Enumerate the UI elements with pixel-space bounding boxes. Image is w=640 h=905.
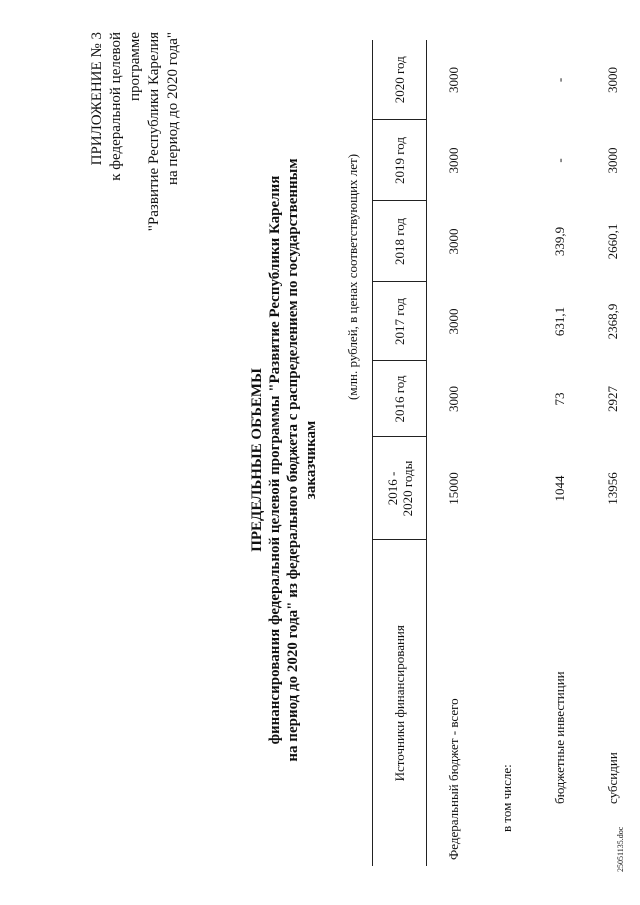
cell-value: - bbox=[551, 77, 567, 83]
cell-value: 2660,1 bbox=[604, 223, 620, 260]
cell-value: 13956 bbox=[604, 472, 620, 505]
header-total: 2016 - 2020 годы bbox=[373, 437, 427, 540]
cell-value bbox=[480, 201, 533, 282]
cell-value bbox=[480, 361, 533, 437]
table-row bbox=[533, 40, 586, 866]
cell-value: 1044 bbox=[551, 475, 567, 502]
footer-filename bbox=[616, 802, 625, 872]
document-subtitle-line-2: на период до 2020 года" из федерального бюджета с распределением по государственным заказчикам bbox=[285, 158, 319, 762]
cell-value: 2368,9 bbox=[604, 303, 620, 340]
cell-value: - bbox=[551, 158, 567, 163]
appendix-block bbox=[88, 32, 183, 232]
funding-grid bbox=[372, 40, 639, 866]
header-2018: 2018 год bbox=[373, 201, 427, 282]
cell-value: 3000 bbox=[445, 386, 461, 412]
cell-value: 2927 bbox=[604, 386, 620, 412]
appendix-line-2: "Развитие Республики Карелия bbox=[146, 32, 162, 232]
table-row bbox=[480, 40, 533, 866]
document-subtitle-line-1: финансирования федеральной целевой программы "Развитие Республики Карелия bbox=[267, 175, 283, 745]
header-2020: 2020 год bbox=[373, 40, 427, 120]
units-text: (млн. рублей, в ценах соответствующих лет) bbox=[345, 153, 360, 400]
cell-value: 631,1 bbox=[551, 306, 567, 337]
cell-value bbox=[480, 120, 533, 201]
cell-value: 3000 bbox=[445, 67, 461, 93]
cell-value: 3000 bbox=[445, 308, 461, 335]
cell-value: 3000 bbox=[604, 147, 620, 174]
header-sources: Источники финансирования bbox=[373, 540, 427, 866]
cell-value: 3000 bbox=[445, 228, 461, 255]
cell-value: 15000 bbox=[445, 472, 461, 505]
appendix-line-3: на период до 2020 года" bbox=[165, 32, 181, 185]
cell-value: 3000 bbox=[445, 147, 461, 174]
header-2017: 2017 год bbox=[373, 282, 427, 361]
table-row bbox=[427, 40, 481, 866]
units-note bbox=[345, 40, 361, 400]
footer-text: 25051135.doc bbox=[616, 826, 625, 872]
appendix-line-1: к федеральной целевой программе bbox=[108, 32, 143, 181]
header-2016: 2016 год bbox=[373, 361, 427, 437]
cell-value: 73 bbox=[551, 392, 567, 406]
cell-value: 339,9 bbox=[551, 226, 567, 257]
row-label: Федеральный бюджет - всего bbox=[445, 698, 461, 860]
table-row bbox=[586, 40, 639, 866]
row-label: бюджетные инвестиции bbox=[551, 671, 567, 804]
appendix-number: ПРИЛОЖЕНИЕ № 3 bbox=[89, 32, 105, 166]
row-label: субсидии bbox=[604, 752, 620, 804]
table-header-row bbox=[373, 40, 427, 866]
header-2019: 2019 год bbox=[373, 120, 427, 201]
cell-value bbox=[480, 437, 533, 540]
row-label: в том числе: bbox=[498, 764, 514, 832]
cell-value: 3000 bbox=[604, 67, 620, 93]
cell-value bbox=[480, 40, 533, 120]
document-title: ПРЕДЕЛЬНЫЕ ОБЪЕМЫ bbox=[249, 368, 265, 552]
cell-value bbox=[480, 282, 533, 361]
title-block bbox=[248, 120, 320, 800]
funding-table bbox=[372, 40, 639, 866]
